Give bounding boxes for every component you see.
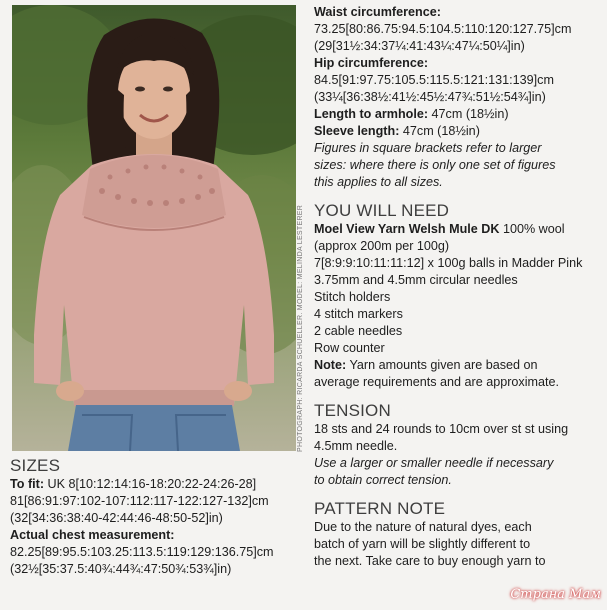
tension-line-1: 18 sts and 24 rounds to 10cm over st st using	[314, 422, 569, 436]
sizes-column	[10, 456, 300, 578]
hip-line-2: (33¼[36:38½:41½:45½:47¾:51½:54¾]in)	[314, 90, 546, 104]
to-fit-line-3: (32[34:36:38:40-42:44:46-48:50-52]in)	[10, 511, 223, 525]
yarn-line-1: Moel View Yarn Welsh Mule DK 100% wool	[314, 222, 565, 236]
row-counter-item: Row counter	[314, 341, 385, 355]
chest-label: Actual chest measurement:	[10, 528, 175, 542]
waist-line-1: 73.25[80:86.75:94.5:104.5:110:120:127.75]cm	[314, 22, 572, 36]
pattern-note-line-1: Due to the nature of natural dyes, each	[314, 520, 532, 534]
waist-label: Waist circumference:	[314, 5, 441, 19]
yarn-line-2: (approx 200m per 100g)	[314, 239, 450, 253]
sizes-note-1: Figures in square brackets refer to larger	[314, 141, 542, 155]
pattern-note-line-2: batch of yarn will be slightly different to	[314, 537, 531, 551]
to-fit-line-2: 81[86:91:97:102-107:112:117-122:127-132]cm	[10, 494, 269, 508]
sizes-note-2: sizes: where there is only one set of figures	[314, 158, 556, 172]
sleeve-length: Sleeve length: 47cm (18½in)	[314, 124, 480, 138]
tension-italic-1: Use a larger or smaller needle if necessary	[314, 456, 554, 470]
tension-line-2: 4.5mm needle.	[314, 439, 398, 453]
pattern-note-line-3: the next. Take care to buy enough yarn to	[314, 554, 546, 568]
hip-line-1: 84.5[91:97.75:105.5:115.5:121:131:139]cm	[314, 73, 554, 87]
photo-illustration	[12, 5, 296, 451]
hip-label: Hip circumference:	[314, 56, 429, 70]
photo-credit: PHOTOGRAPH: RICARDA SCHUELLER. MODEL: MELINDA LESTERER	[297, 204, 304, 452]
cable-needles-item: 2 cable needles	[314, 324, 403, 338]
tension-heading: TENSION	[314, 401, 391, 420]
needles-item: 3.75mm and 4.5mm circular needles	[314, 273, 518, 287]
chest-line-2: (32½[35:37.5:40¾:44¾:47:50¾:53¾]in)	[10, 562, 232, 576]
sizes-note-3: this applies to all sizes.	[314, 175, 443, 189]
stitch-holders-item: Stitch holders	[314, 290, 391, 304]
waist-line-2: (29[31½:34:37¼:41:43¼:47¼:50¼]in)	[314, 39, 525, 53]
you-will-need-heading: YOU WILL NEED	[314, 201, 450, 220]
stitch-markers-item: 4 stitch markers	[314, 307, 403, 321]
armhole-length: Length to armhole: 47cm (18½in)	[314, 107, 509, 121]
measurements-column	[314, 4, 604, 570]
pattern-note-heading: PATTERN NOTE	[314, 499, 446, 518]
yarn-line-3: 7[8:9:9:10:11:11:12] x 100g balls in Madder Pink	[314, 256, 583, 270]
yarn-note-2: average requirements and are approximate.	[314, 375, 560, 389]
sizes-heading: SIZES	[10, 456, 61, 475]
to-fit-line-1: To fit: UK 8[10:12:14:16-18:20:22-24:26-28]	[10, 477, 257, 491]
watermark-logo: Страна Мам	[510, 587, 601, 602]
model-photo	[12, 5, 296, 451]
yarn-note-1: Note: Yarn amounts given are based on	[314, 358, 538, 372]
chest-line-1: 82.25[89:95.5:103.25:113.5:119:129:136.75]cm	[10, 545, 274, 559]
tension-italic-2: to obtain correct tension.	[314, 473, 452, 487]
